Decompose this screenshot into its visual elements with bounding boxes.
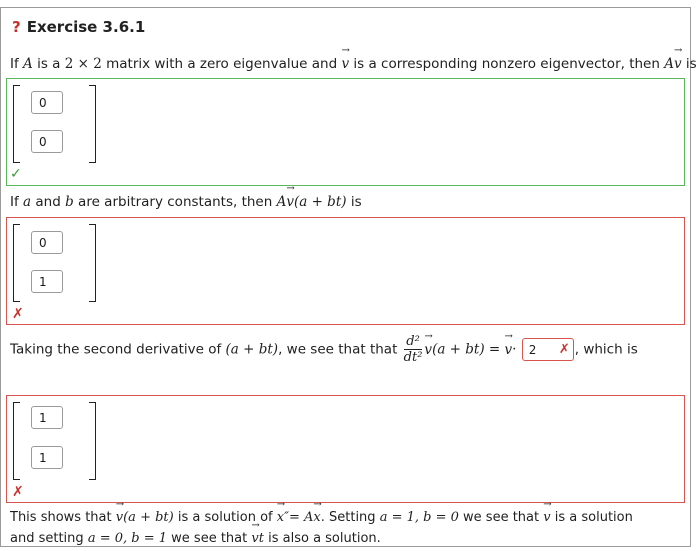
- answer-box-2: [6, 217, 685, 325]
- question-3-text: Taking the second derivative of (a + bt), we see that that $\frac{\text{d²}}{\text{dt²}}$ → v(a + bt) = → v· 2 ✗ , which is: [10, 334, 638, 365]
- vector-entry-1[interactable]: 0: [31, 91, 63, 114]
- matrix-bracket-left: [13, 85, 20, 163]
- matrix-bracket-left: [13, 402, 20, 480]
- question-2-text: If a and b are arbitrary constants, then A→ v(a + bt) is: [10, 194, 362, 210]
- incorrect-cross-icon: ✗: [558, 342, 570, 357]
- answer-box-3: [6, 395, 685, 503]
- question-1-text: If A is a 2 × 2 matrix with a zero eigenvalue and → v is a corresponding nonzero eigenvector, then A→ v is: [10, 56, 697, 72]
- incorrect-cross-icon: ✗: [12, 306, 24, 322]
- correct-check-icon: ✓: [10, 166, 22, 182]
- matrix-bracket-left: [13, 224, 20, 302]
- vector-entry-2[interactable]: 1: [31, 446, 63, 469]
- matrix-bracket-right: [89, 85, 96, 163]
- exercise-title: [12, 18, 145, 36]
- incorrect-cross-icon: ✗: [12, 484, 24, 500]
- second-derivative-fraction: $\frac{\text{d²}}{\text{dt²}}$: [403, 334, 423, 365]
- vector-entry-1[interactable]: 0: [31, 231, 63, 254]
- vector-entry-2[interactable]: 1: [31, 270, 63, 293]
- matrix-bracket-right: [89, 224, 96, 302]
- matrix-bracket-right: [89, 402, 96, 480]
- answer-box-1: [6, 78, 685, 186]
- conclusion-line-2: and setting a = 0, b = 1 we see that → vt is also a solution.: [10, 531, 381, 546]
- exercise-title-text: Exercise 3.6.1: [26, 18, 146, 36]
- vector-entry-2[interactable]: 0: [31, 130, 63, 153]
- scalar-answer-input[interactable]: 2 ✗: [522, 338, 574, 361]
- question-icon: ?: [12, 18, 21, 36]
- vector-entry-1[interactable]: 1: [31, 406, 63, 429]
- conclusion-line-1: This shows that → v(a + bt) is a solution of → x″= A→ x. Setting a = 1, b = 0 we see that → v is a solution: [10, 510, 633, 525]
